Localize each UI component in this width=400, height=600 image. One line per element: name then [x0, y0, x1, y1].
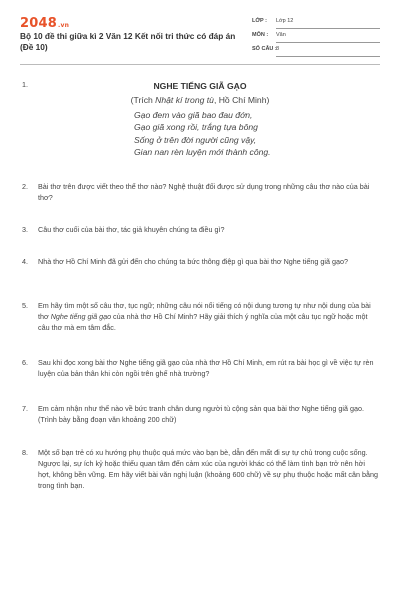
question-text-part: của nhà thơ Hồ Chí Minh? Hãy giải thích ý nghĩa của một câu tục ngữ hoặc một câu thơ mà em tâm đắc.: [38, 312, 368, 332]
meta-label: SỐ CÂU :: [252, 46, 277, 52]
meta-underline: [276, 56, 380, 57]
meta-row-count: [252, 44, 380, 58]
question-text: [38, 300, 378, 333]
question-number: 8.: [22, 448, 28, 457]
poem-source-prefix: (Trích: [130, 95, 156, 105]
poem-line: Sống ở trên đời người cũng vậy,: [134, 134, 257, 145]
question-number: 7.: [22, 404, 28, 413]
poem-title: NGHE TIẾNG GIÃ GẠO: [153, 81, 247, 91]
meta-row-class: [252, 16, 380, 30]
poem-title-reference: Nghe tiếng giã gạo: [50, 312, 112, 321]
meta-underline: [276, 28, 380, 29]
meta-underline: [276, 42, 380, 43]
meta-value: Lớp 12: [276, 18, 294, 24]
meta-box: [252, 16, 380, 58]
question-number: 1.: [22, 80, 28, 89]
question-number: 2.: [22, 182, 28, 191]
question-text: Một số bạn trẻ có xu hướng phụ thuộc quá mức vào bạn bè, dẫn đến mất đi sự tự chủ trong cuộc sống. Ngược lại, sự ích kỷ hoặc thiếu quan tâm đến cảm xúc của người khác có thể làm tình bạn trở nên hời hợt, không bền vững. Em hãy viết bài văn nghị luận (khoảng 600 chữ) về sự phụ thuộc hoặc mất cân bằng trong tình bạn.: [38, 448, 379, 490]
question-number: 6.: [22, 358, 28, 367]
header-divider: [20, 64, 380, 65]
meta-value: Văn: [276, 32, 286, 38]
question-text: Câu thơ cuối của bài thơ, tác giả khuyên chúng ta điều gì?: [38, 225, 225, 234]
logo-suffix: .vn: [57, 22, 70, 29]
meta-row-subject: [252, 30, 380, 44]
question-number: 4.: [22, 257, 28, 266]
poem-source-suffix: , Hồ Chí Minh): [213, 95, 270, 105]
meta-value: 8: [276, 46, 280, 52]
question-text-part: Em hãy tìm một số câu thơ, tục ngữ; những câu nói nổi tiếng có nội dung tương tự như nội dung của bài thơ: [38, 301, 371, 321]
question-number: 5.: [22, 301, 28, 310]
poem-source: [22, 95, 378, 105]
question-text: Bài thơ trên được viết theo thể thơ nào? Nghệ thuật đối được sử dụng trong những câu thơ nào của bài thơ?: [38, 182, 370, 202]
page-header: [20, 16, 380, 60]
poem-lines: [134, 109, 271, 159]
meta-label: MÔN :: [252, 32, 269, 38]
poem-line: Gian nan rèn luyện mới thành công.: [134, 147, 271, 158]
question-text: Nhà thơ Hồ Chí Minh đã gửi đến cho chúng ta bức thông điệp gì qua bài thơ Nghe tiếng giã gạo?: [38, 257, 348, 266]
question-text: Em cảm nhận như thế nào về bức tranh chân dung người tù cộng sản qua bài thơ Nghe tiếng giã gạo. (Trình bày bằng đoạn văn khoảng 200 chữ): [38, 404, 364, 424]
poem-source-work: Nhật kí trong tù: [155, 95, 214, 105]
site-logo[interactable]: [20, 16, 69, 31]
question-number: 3.: [22, 225, 28, 234]
question-text: Sau khi đọc xong bài thơ Nghe tiếng giã gạo của nhà thơ Hồ Chí Minh, em rút ra bài học gì về việc tự rèn luyện của bản thân khi còn ngồi trên ghế nhà trường?: [38, 358, 374, 378]
document-title: Bộ 10 đề thi giữa kì 2 Văn 12 Kết nối tri thức có đáp án (Đề 10): [20, 31, 236, 52]
meta-label: LỚP :: [252, 18, 267, 24]
poem-line: Gạo giã xong rồi, trắng tựa bông: [134, 122, 258, 133]
logo-text: 2048: [20, 16, 57, 31]
poem-line: Gạo đem vào giã bao đau đớn,: [134, 110, 253, 120]
